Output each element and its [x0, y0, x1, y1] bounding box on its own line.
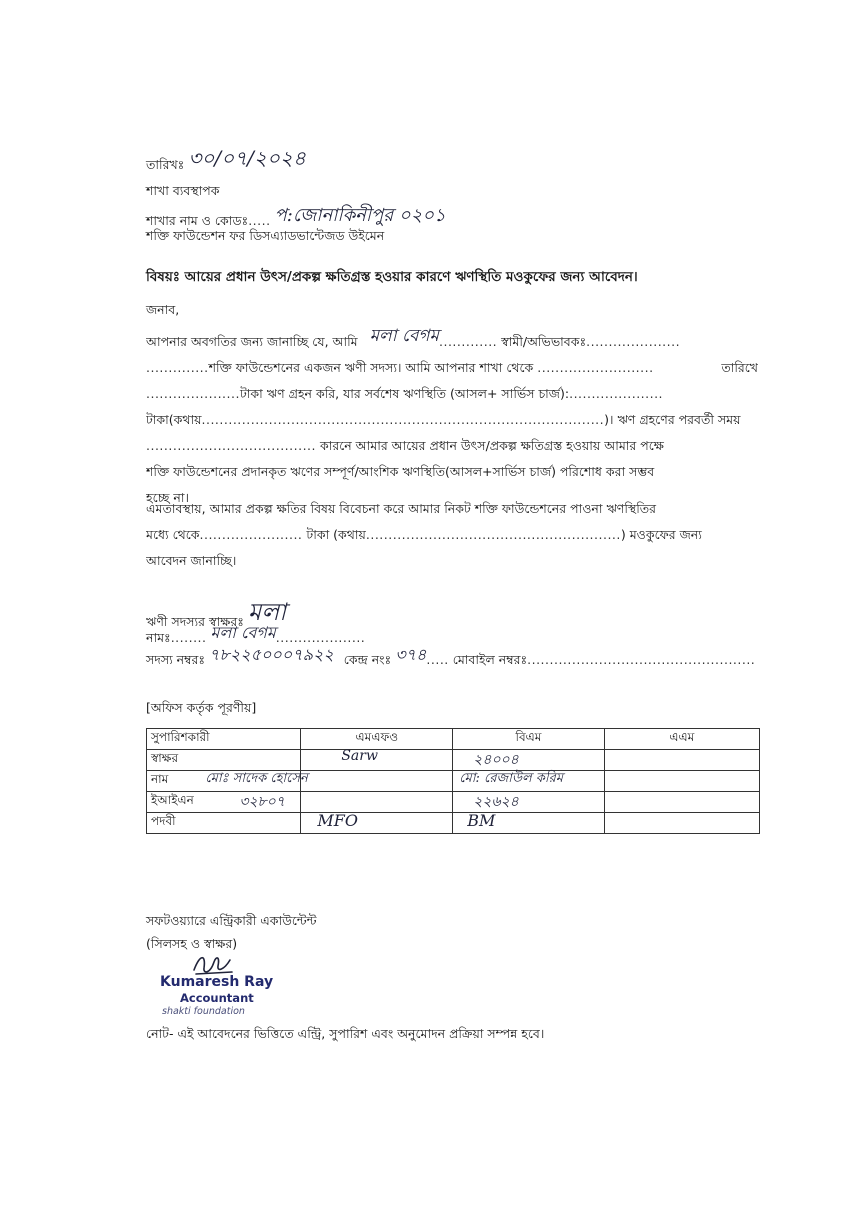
- center-label: কেন্দ্র নংঃ: [343, 652, 392, 667]
- manager-label: শাখা ব্যবস্থাপক: [146, 183, 220, 198]
- subject-line: বিষয়ঃ আয়ের প্রধান উৎস/প্রকল্প ক্ষতিগ্রস্ত হওয়ার কারণে ঋণস্থিতি মওকুফের জন্য আবেদন।: [146, 269, 638, 285]
- mobile-label: মোবাইল নম্বরঃ: [452, 652, 528, 667]
- stamp-name: Kumaresh Ray: [160, 974, 274, 990]
- bm-signature: ২৪০০৪: [473, 752, 519, 768]
- p1-line3-text: টাকা ঋণ গ্রহন করি, যার সর্বশেষ ঋণস্থিতি (আসল+ সার্ভিস চার্জ):: [239, 386, 570, 401]
- p1-guardian-label: স্বামী/অভিভাবকঃ: [501, 334, 587, 349]
- member-name-line: নামঃ........ মলা বেগম....................: [146, 623, 366, 645]
- office-caption: [অফিস কর্তৃক পূরণীয়]: [146, 700, 257, 715]
- mfo-name-cell: [205, 771, 453, 792]
- member-sign-handwritten: মলা: [247, 598, 287, 626]
- date-label: তারিখঃ: [146, 157, 185, 172]
- header-mfo: এমএফও: [301, 729, 453, 750]
- org-name: শক্তি ফাউন্ডেশন ফর ডিসএ্যাডভান্টেজড উইমেন: [146, 228, 385, 243]
- header-bm: বিএম: [453, 729, 604, 750]
- p2-line2-text-a: মধ্যে থেকে: [146, 527, 200, 542]
- p1-line4-text-a: টাকা(কথায়: [146, 412, 202, 427]
- bm-ein: ২২৬২৪: [473, 794, 519, 810]
- paragraph-1: আপনার অবগতির জন্য জানাচ্ছি যে, আমি মলা বেগম............. স্বামী/অভিভাবকঃ..................... ..............শক্তি ফাউন্ডেশনের একজন ঋণী সদস্য। আমি আপনার শাখা থেকে .......................... তারিখে .....................টাকা ঋণ গ্রহন করি, যার সর্বশেষ ঋণস্থিতি (আসল+ সার্ভিস চার্জ):..................... টাকা(কথায়..........................................................................................)। ঋণ গ্রহণের পরবর্তী সময় ...................................... কারনে আমার আয়ের প্রধান উৎস/প্রকল্প ক্ষতিগ্রস্ত হওয়ায় আমার পক্ষে শক্তি ফাউন্ডেশনের প্রদানকৃত ঋণের সম্পূর্ণ/আংশিক ঋণস্থিতি(আসল+সার্ভিস চার্জ) পরিশোধ করা সম্ভব হচ্ছে না।: [146, 328, 758, 505]
- table-row: [147, 792, 760, 813]
- mfo-signature: Sarw: [341, 748, 378, 764]
- p1-line6-text: শক্তি ফাউন্ডেশনের প্রদানকৃত ঋণের সম্পূর্ণ/আংশিক ঋণস্থিতি(আসল+সার্ভিস চার্জ) পরিশোধ করা সম্ভব: [146, 464, 655, 479]
- member-number-label: সদস্য নম্বরঃ: [146, 652, 206, 667]
- row-label-ein: ইআইএন: [147, 792, 301, 813]
- office-header-row: [147, 729, 760, 750]
- branch-handwritten: প:জোনাকিনীপুর ০২০১: [274, 205, 446, 226]
- p2-line2-text-b: টাকা (কথায়: [306, 527, 366, 542]
- header-recommender: সুপারিশকারী: [147, 729, 301, 750]
- row-label-name-text: নাম: [151, 772, 169, 786]
- row-label-designation: পদবী: [147, 813, 301, 834]
- am-ein-cell: [604, 792, 759, 813]
- p1-line1-text: আপনার অবগতির জন্য জানাচ্ছি যে, আমি: [146, 334, 358, 349]
- am-signature-cell: [604, 750, 759, 771]
- am-designation-cell: [604, 813, 759, 834]
- bm-name-cell: [453, 771, 604, 792]
- paragraph-2: এমতাবস্থায়, আমার প্রকল্প ক্ষতির বিষয় বিবেচনা করে আমার নিকট শক্তি ফাউন্ডেশনের পাওনা ঋণস্থিতির মধ্যে থেকে....................... টাকা (কথায়.........................................................) মওকুফের জন্য আবেদন জানাচ্ছি।: [146, 501, 702, 568]
- mfo-designation: MFO: [317, 811, 358, 830]
- mfo-ein-cell: [239, 792, 453, 813]
- table-row: [147, 771, 760, 792]
- p1-line7-text: হচ্ছে না।: [146, 490, 189, 505]
- p2-line1-text: এমতাবস্থায়, আমার প্রকল্প ক্ষতির বিষয় বিবেচনা করে আমার নিকট শক্তি ফাউন্ডেশনের পাওনা ঋণস্থিতির: [146, 501, 657, 516]
- member-name-label: নামঃ: [146, 630, 171, 645]
- branch-line: শাখার নাম ও কোডঃ..... প:জোনাকিনীপুর ০২০১: [146, 205, 446, 228]
- header-am: এএম: [604, 729, 759, 750]
- bm-signature-cell: [453, 750, 604, 771]
- stamp-org: shakti foundation: [162, 1006, 245, 1017]
- bm-designation: BM: [467, 811, 496, 830]
- branch-label: শাখার নাম ও কোডঃ: [146, 213, 249, 228]
- p1-date-word: তারিখে: [721, 360, 758, 375]
- p1-line5-text: কারনে আমার আয়ের প্রধান উৎস/প্রকল্প ক্ষতিগ্রস্ত হওয়ায় আমার পক্ষে: [319, 438, 664, 453]
- mfo-ein: ৩২৮০৭: [239, 794, 285, 810]
- center-handwritten: ৩৭৪: [395, 645, 427, 664]
- p2-line2-text-c: ) মওকুফের জন্য: [620, 527, 702, 542]
- stamp-role: Accountant: [180, 991, 254, 1005]
- p1-line2-text: শক্তি ফাউন্ডেশনের একজন ঋণী সদস্য। আমি আপনার শাখা থেকে: [208, 360, 534, 375]
- date-line: [146, 148, 306, 181]
- accountant-title: সফটওয়্যারে এন্ট্রিকারী একাউন্টেন্ট: [146, 913, 317, 928]
- date-handwritten: ৩০/০৭/২০২৪: [188, 146, 306, 170]
- bm-name: মো: রেজাউল করিম: [459, 771, 563, 786]
- bm-designation-cell: [453, 813, 604, 834]
- applicant-name-handwritten: মলা বেগম: [369, 328, 439, 346]
- table-row: [147, 750, 760, 771]
- bm-ein-cell: [453, 792, 604, 813]
- member-sign-label: ঋণী সদস্যর স্বাক্ষরঃ: [146, 614, 244, 629]
- member-number-handwritten: ৭৮২২৫০০০৭৯২২: [209, 645, 334, 664]
- mfo-name: মোঃ সাদেক হোসেন: [205, 771, 308, 786]
- p1-line4-text-b: )। ঋণ গ্রহণের পরবর্তী সময়: [604, 412, 741, 427]
- note-line: নোট- এই আবেদনের ভিত্তিতে এন্ট্রি, সুপারিশ এবং অনুমোদন প্রক্রিয়া সম্পন্ন হবে।: [146, 1026, 545, 1041]
- p2-line3-text: আবেদন জানাচ্ছি।: [146, 553, 237, 568]
- accountant-sub: (সিলসহ ও স্বাক্ষর): [146, 936, 238, 951]
- salutation: জনাব,: [146, 302, 180, 317]
- am-name-cell: [604, 771, 759, 792]
- office-table: [146, 728, 760, 834]
- member-name-handwritten: মলা বেগম: [210, 623, 276, 642]
- mfo-signature-cell: [301, 750, 453, 771]
- table-row: [147, 813, 760, 834]
- mfo-designation-cell: [301, 813, 453, 834]
- row-label-signature: স্বাক্ষর: [147, 750, 301, 771]
- member-number-line: সদস্য নম্বরঃ ৭৮২২৫০০০৭৯২২ কেন্দ্র নংঃ ৩৭৪..... মোবাইল নম্বরঃ...................................................: [146, 645, 756, 667]
